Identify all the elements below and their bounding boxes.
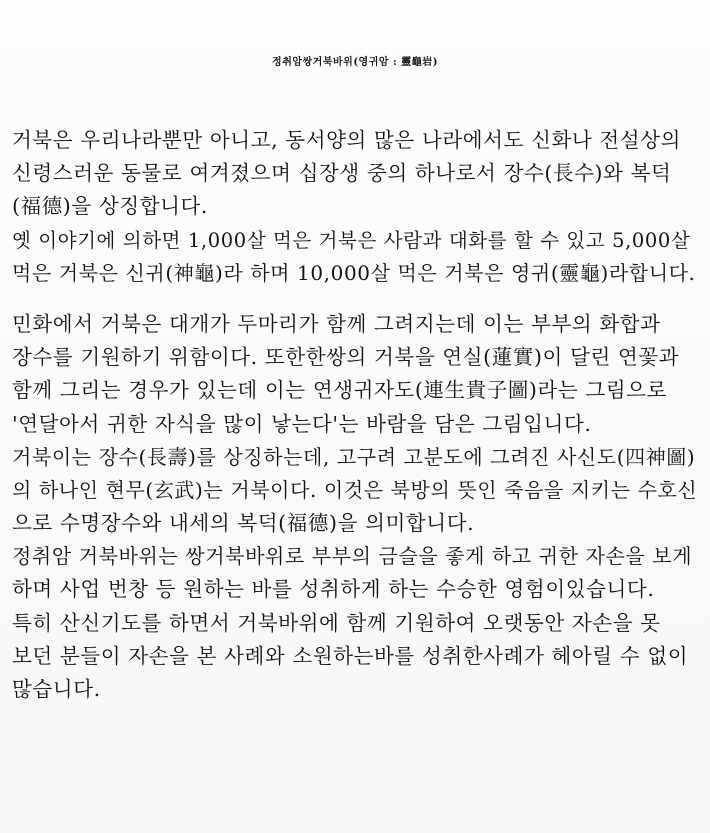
text-line: 하며 사업 번창 등 원하는 바를 성취하게 하는 수승한 영험이있습니다. — [12, 577, 655, 602]
text-line: 민화에서 거북은 대개가 두마리가 함께 그려지는데 이는 부부의 화합과 — [12, 311, 661, 336]
text-line: 함께 그리는 경우가 있는데 이는 연생귀자도(連生貴子圖)라는 그림으로 — [12, 378, 668, 403]
text-line: 특히 산신기도를 하면서 거북바위에 함께 기원하여 오랫동안 자손을 못 — [12, 610, 661, 635]
text-line: 으로 수명장수와 내세의 복덕(福德)을 의미합니다. — [12, 511, 475, 536]
text-line: (福德)을 상징합니다. — [12, 194, 209, 219]
text-line: 거북은 우리나라뿐만 아니고, 동서양의 많은 나라에서도 신화나 전설상의 — [12, 128, 682, 152]
text-line: 옛 이야기에 의하면 1,000살 먹은 거북은 사람과 대화를 할 수 있고 5,000살 — [12, 228, 691, 252]
sign-title: 정취암쌍거북바위(영귀암 : 靈龜岩) — [272, 57, 438, 68]
text-line: 거북이는 장수(長壽)를 상징하는데, 고구려 고분도에 그려진 사신도(四神圖) — [12, 444, 696, 469]
text-line: 정취암 거북바위는 쌍거북바위로 부부의 금슬을 좋게 하고 귀한 자손을 보게 — [12, 544, 693, 569]
text-line: '연달아서 귀한 자식을 많이 낳는다'는 바람을 담은 그림입니다. — [12, 411, 592, 436]
text-line: 신령스러운 동물로 여겨졌으며 십장생 중의 하나로서 장수(長수)와 복덕 — [12, 161, 672, 186]
paragraph-gap — [12, 290, 704, 308]
text-line: 먹은 거북은 신귀(神龜)라 하며 10,000살 먹은 거북은 영귀(靈龜)라합니다. — [12, 260, 696, 285]
text-line: 의 하나인 현무(玄武)는 거북이다. 이것은 북방의 뜻인 죽음을 지키는 수호신 — [12, 477, 698, 502]
sign-body-text — [12, 124, 704, 706]
text-line: 보던 분들이 자손을 본 사례와 소원하는바를 성취한사례가 헤아릴 수 없이 — [12, 643, 689, 668]
text-line: 많습니다. — [12, 677, 101, 701]
text-line: 장수를 기원하기 위함이다. 또한한쌍의 거북을 연실(蓮實)이 달린 연꽃과 — [12, 345, 680, 370]
